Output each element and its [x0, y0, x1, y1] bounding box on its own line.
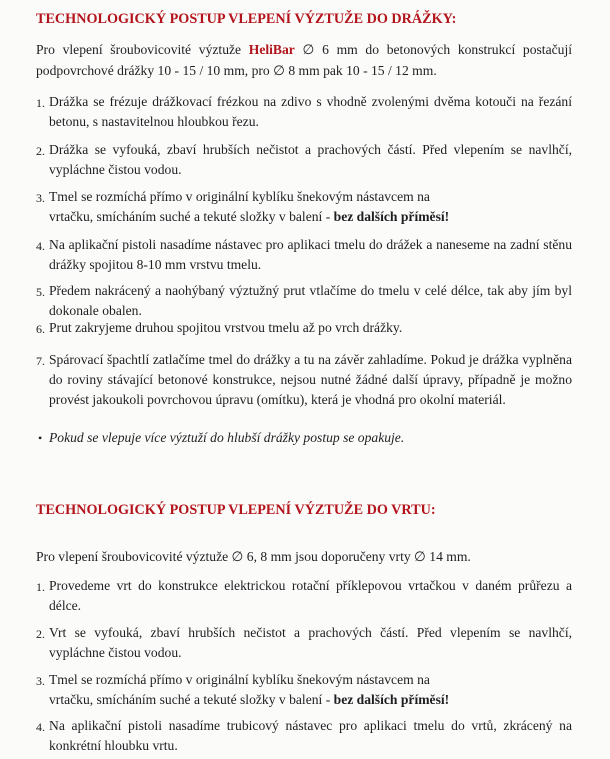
bullet-icon: •	[38, 431, 43, 445]
groove-step-2	[36, 140, 572, 180]
step-number: 4.	[36, 720, 45, 734]
groove-step-3	[36, 187, 572, 227]
step-line-2	[49, 690, 572, 710]
intro-text-start: Pro vlepení šroubovicovité výztuže	[36, 42, 249, 57]
drill-step-2	[36, 623, 572, 663]
groove-step-5	[36, 281, 572, 321]
intro-paragraph-groove	[36, 39, 572, 81]
drill-step-1	[36, 576, 572, 616]
step-number: 3.	[36, 191, 45, 205]
step-line-1: Tmel se rozmíchá přímo v originální kyblíku šnekovým nástavcem na	[49, 189, 430, 204]
step-number: 5.	[36, 285, 45, 299]
step-line-2	[49, 207, 572, 227]
step-text	[49, 670, 572, 710]
step-line-2-text: vrtačku, smícháním suché a tekuté složky v balení -	[49, 209, 334, 224]
step-number: 1.	[36, 580, 45, 594]
step-text: Předem nakrácený a naohýbaný výztužný prut vtlačíme do tmelu v celé délce, tak aby jím byl dokonale obalen.	[49, 283, 572, 318]
warning-emphasis: bez dalších příměsí!	[333, 692, 450, 707]
groove-step-6	[36, 318, 572, 338]
step-text: Drážka se frézuje drážkovací frézkou na zdivo s vhodně zvolenými dvěma kotouči na řezání betonu, s nastavitelnou hloubkou řezu.	[49, 94, 572, 129]
step-text: Provedeme vrt do konstrukce elektrickou rotační příklepovou vrtačkou v daném průřezu a délce.	[49, 578, 572, 613]
groove-step-7	[36, 350, 572, 410]
drill-step-4	[36, 716, 572, 756]
step-line-1: Tmel se rozmíchá přímo v originální kyblíku šnekovým nástavcem na	[49, 672, 430, 687]
warning-emphasis: bez dalších příměsí!	[333, 209, 450, 224]
section-heading-groove: TECHNOLOGICKÝ POSTUP VLEPENÍ VÝZTUŽE DO DRÁŽKY:	[36, 11, 457, 27]
intro-text-end: ∅ 6 mm do betonových konstrukcí postačují podpovrchové drážky 10 - 15 / 10 mm, pro ∅ 8 mm pak 10 - 15 / 12 mm.	[36, 42, 572, 78]
step-number: 2.	[36, 144, 45, 158]
step-text: Na aplikační pistoli nasadíme trubicový nástavec pro aplikaci tmelu do vrtů, zkrácený na konkrétní hloubku vrtu.	[49, 718, 572, 753]
groove-step-4	[36, 235, 572, 275]
step-number: 2.	[36, 627, 45, 641]
brand-name: HeliBar	[248, 42, 295, 57]
step-text: Vrt se vyfouká, zbaví hrubších nečistot a prachových částí. Před vlepením se navlhčí, vypláchne čistou vodou.	[49, 625, 572, 660]
groove-step-1	[36, 92, 572, 132]
step-line-2-text: vrtačku, smícháním suché a tekuté složky v balení -	[49, 692, 334, 707]
groove-note	[36, 428, 572, 448]
step-text: Spárovací špachtlí zatlačíme tmel do drážky a tu na závěr zahladíme. Pokud je drážka vyplněna do roviny stávající betonové konstrukce, nejsou nutné žádné další úpravy, případně je možno provést jakoukoli povrchovou úpravu (omítku), která je vhodná pro okolní materiál.	[49, 352, 572, 407]
section-heading-drill: TECHNOLOGICKÝ POSTUP VLEPENÍ VÝZTUŽE DO VRTU:	[36, 502, 436, 518]
step-text: Prut zakryjeme druhou spojitou vrstvou tmelu až po vrch drážky.	[49, 320, 403, 335]
step-number: 3.	[36, 674, 45, 688]
step-number: 7.	[36, 354, 45, 368]
step-text: Na aplikační pistoli nasadíme nástavec pro aplikaci tmelu do drážek a naneseme na zadní stěnu drážky spojitou 8-10 mm vrstvu tmelu.	[49, 237, 572, 272]
step-number: 1.	[36, 96, 45, 110]
step-number: 6.	[36, 322, 45, 336]
step-text: Drážka se vyfouká, zbaví hrubších nečistot a prachových částí. Před vlepením se navlhčí, vypláchne čistou vodou.	[49, 142, 572, 177]
intro-paragraph-drill: Pro vlepení šroubovicovité výztuže ∅ 6, 8 mm jsou doporučeny vrty ∅ 14 mm.	[36, 549, 471, 564]
drill-step-3	[36, 670, 572, 710]
note-text: Pokud se vlepuje více výztuží do hlubší drážky postup se opakuje.	[49, 430, 405, 445]
step-text	[49, 187, 572, 227]
step-number: 4.	[36, 239, 45, 253]
